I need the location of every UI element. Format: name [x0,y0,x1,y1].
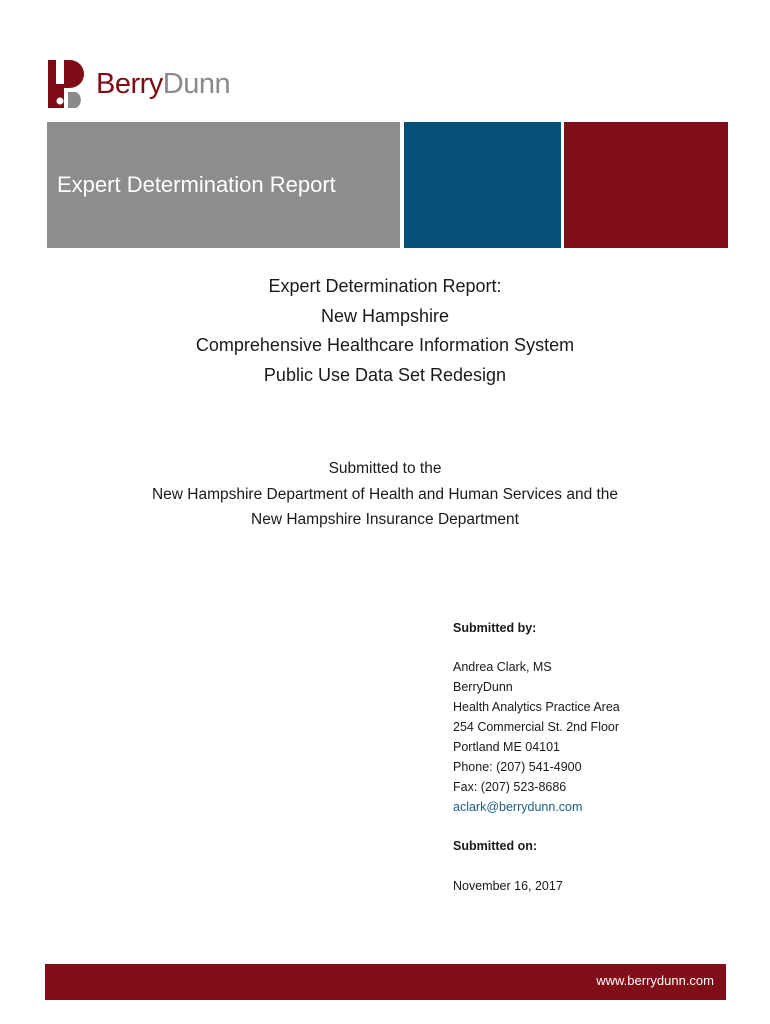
banner-red-block [564,122,728,248]
report-title-line: Expert Determination Report: [268,276,502,296]
submitted-to-block [0,456,770,533]
contact-address-line2: Portland ME 04101 [453,740,561,754]
contact-name: Andrea Clark, MS [453,660,552,674]
submitted-date: November 16, 2017 [453,879,563,893]
contact-email-link[interactable]: aclark@berrydunn.com [453,800,583,814]
berrydunn-logo-icon [46,58,90,110]
contact-address-line1: 254 Commercial St. 2nd Floor [453,720,620,734]
report-title-line: Public Use Data Set Redesign [263,364,507,385]
company-logo [46,58,230,110]
submitted-on-label: Submitted on: [453,839,538,853]
footer-bar [45,964,726,1000]
report-title [0,272,770,390]
submitted-by-label: Submitted by: [453,621,537,635]
logo-dunn-text: Dunn [162,67,231,100]
banner-title: Expert Determination Report [57,172,336,197]
banner-blue-block [404,122,561,248]
submitted-to-line: New Hampshire Insurance Department [251,511,519,528]
submitted-to-line: New Hampshire Department of Health and Human Services and the [151,485,619,503]
submitted-by-block [453,618,743,817]
report-title-line: Comprehensive Healthcare Information System [195,335,575,355]
contact-practice: Health Analytics Practice Area [453,700,620,714]
report-title-line: New Hampshire [320,305,450,326]
logo-wordmark [96,67,231,100]
footer-website-link[interactable]: www.berrydunn.com [596,973,714,988]
logo-berry-text: Berry [96,67,163,100]
contact-phone: Phone: (207) 541-4900 [453,760,582,774]
contact-details [453,657,743,817]
banner-grey-block [47,122,400,248]
submitted-to-line: Submitted to the [328,460,442,477]
contact-fax: Fax: (207) 523-8686 [453,780,567,794]
contact-company: BerryDunn [453,680,513,694]
